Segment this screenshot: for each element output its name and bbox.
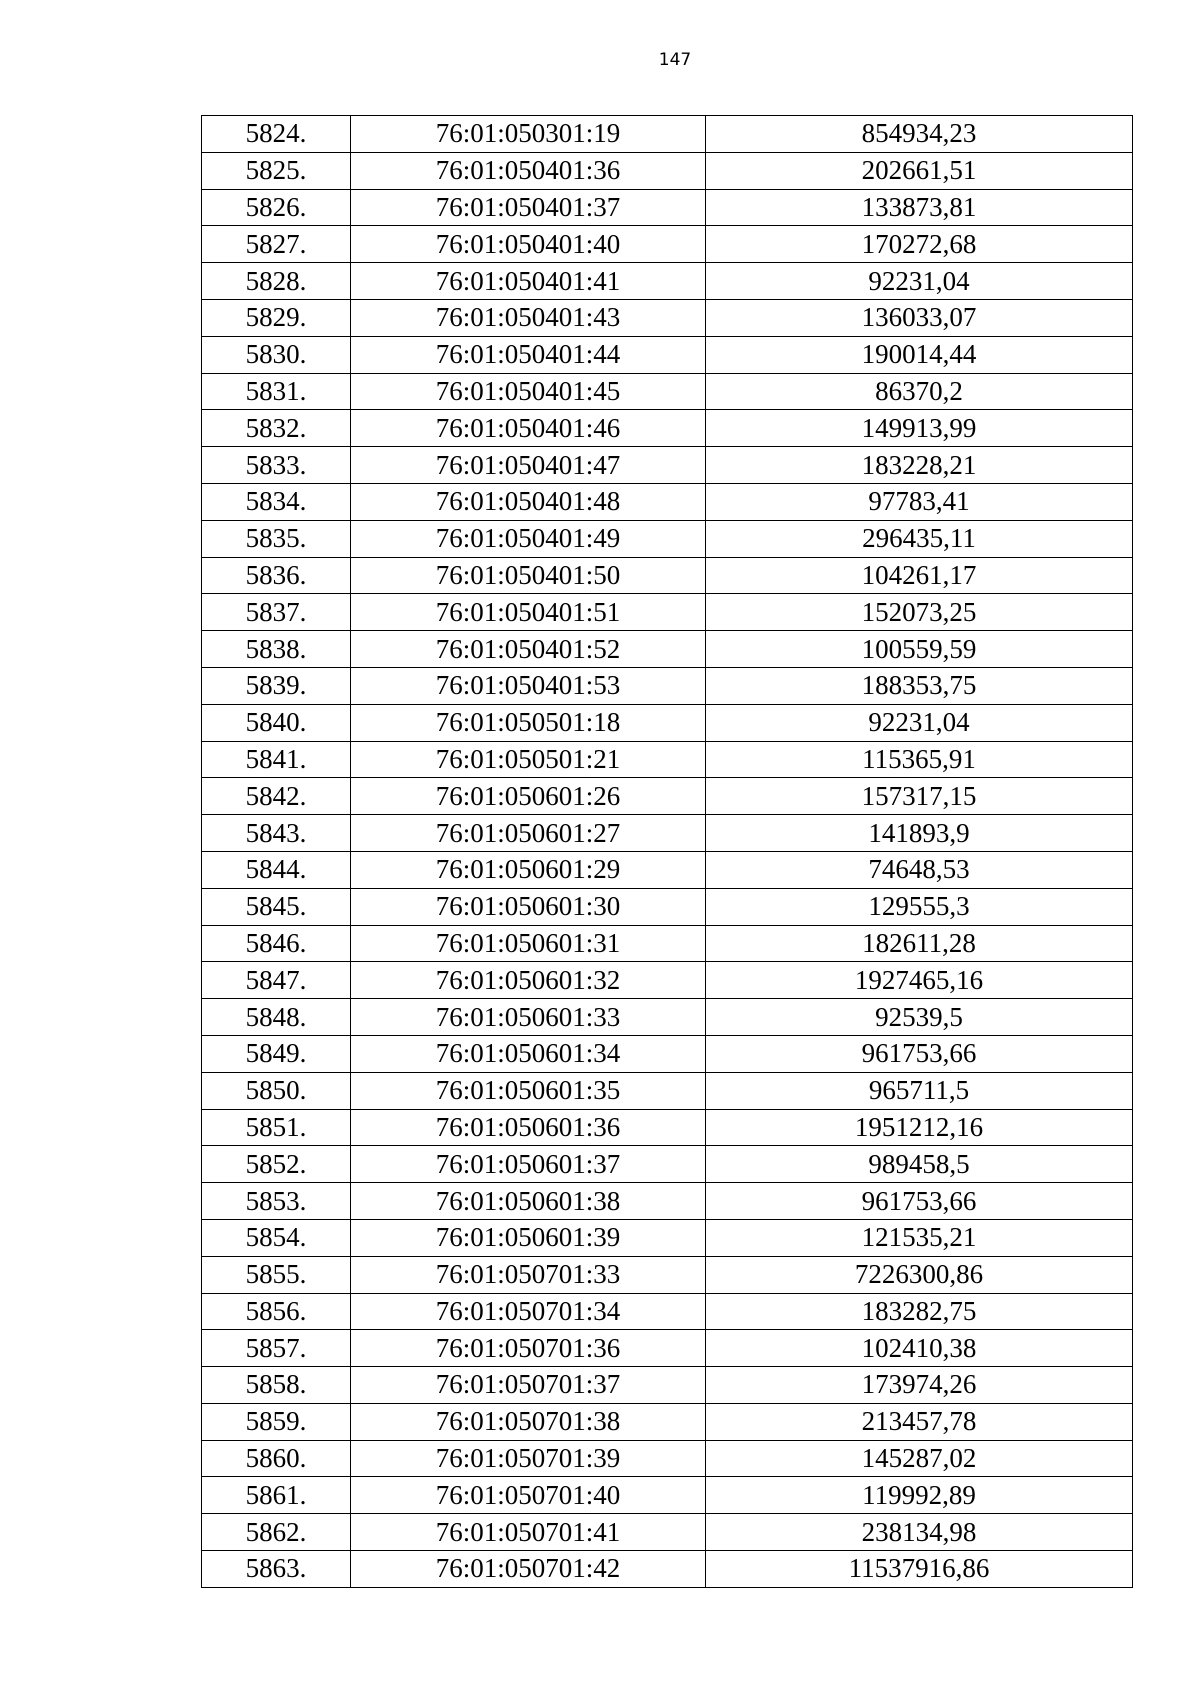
row-number-cell: 5849. — [202, 1035, 351, 1072]
cadastral-number-cell: 76:01:050601:33 — [351, 999, 706, 1036]
table-row — [202, 1183, 1133, 1220]
row-number-cell: 5841. — [202, 741, 351, 778]
table-row — [202, 189, 1133, 226]
cadastral-number-cell: 76:01:050401:52 — [351, 631, 706, 668]
cadastral-number-cell: 76:01:050401:49 — [351, 520, 706, 557]
table-row — [202, 263, 1133, 300]
cadastral-value-cell: 965711,5 — [706, 1072, 1133, 1109]
cadastral-value-cell: 100559,59 — [706, 631, 1133, 668]
table-row — [202, 116, 1133, 153]
cadastral-number-cell: 76:01:050701:36 — [351, 1330, 706, 1367]
cadastral-value-cell: 182611,28 — [706, 925, 1133, 962]
cadastral-value-cell: 1951212,16 — [706, 1109, 1133, 1146]
cadastral-number-cell: 76:01:050401:44 — [351, 336, 706, 373]
cadastral-value-cell: 121535,21 — [706, 1219, 1133, 1256]
row-number-cell: 5848. — [202, 999, 351, 1036]
cadastral-number-cell: 76:01:050501:18 — [351, 704, 706, 741]
cadastral-value-cell: 296435,11 — [706, 520, 1133, 557]
cadastral-value-table — [201, 115, 1133, 1588]
cadastral-value-cell: 92539,5 — [706, 999, 1133, 1036]
cadastral-value-cell: 190014,44 — [706, 336, 1133, 373]
table-row — [202, 447, 1133, 484]
table-row — [202, 1551, 1133, 1588]
cadastral-number-cell: 76:01:050701:42 — [351, 1551, 706, 1588]
cadastral-number-cell: 76:01:050701:37 — [351, 1367, 706, 1404]
cadastral-value-cell: 961753,66 — [706, 1183, 1133, 1220]
row-number-cell: 5835. — [202, 520, 351, 557]
cadastral-number-cell: 76:01:050701:34 — [351, 1293, 706, 1330]
cadastral-value-cell: 11537916,86 — [706, 1551, 1133, 1588]
table-row — [202, 1477, 1133, 1514]
table-row — [202, 1514, 1133, 1551]
table-row — [202, 631, 1133, 668]
row-number-cell: 5828. — [202, 263, 351, 300]
cadastral-number-cell: 76:01:050601:39 — [351, 1219, 706, 1256]
cadastral-value-cell: 92231,04 — [706, 263, 1133, 300]
cadastral-value-cell: 92231,04 — [706, 704, 1133, 741]
cadastral-number-cell: 76:01:050401:53 — [351, 667, 706, 704]
row-number-cell: 5844. — [202, 851, 351, 888]
row-number-cell: 5855. — [202, 1256, 351, 1293]
cadastral-value-cell: 173974,26 — [706, 1367, 1133, 1404]
cadastral-value-cell: 133873,81 — [706, 189, 1133, 226]
table-row — [202, 520, 1133, 557]
cadastral-number-cell: 76:01:050601:37 — [351, 1146, 706, 1183]
table-row — [202, 336, 1133, 373]
cadastral-number-cell: 76:01:050401:43 — [351, 299, 706, 336]
row-number-cell: 5836. — [202, 557, 351, 594]
row-number-cell: 5827. — [202, 226, 351, 263]
row-number-cell: 5837. — [202, 594, 351, 631]
row-number-cell: 5858. — [202, 1367, 351, 1404]
row-number-cell: 5856. — [202, 1293, 351, 1330]
table-row — [202, 815, 1133, 852]
cadastral-value-cell: 989458,5 — [706, 1146, 1133, 1183]
cadastral-number-cell: 76:01:050401:41 — [351, 263, 706, 300]
table-row — [202, 1146, 1133, 1183]
cadastral-number-cell: 76:01:050401:48 — [351, 483, 706, 520]
cadastral-value-cell: 183282,75 — [706, 1293, 1133, 1330]
cadastral-value-cell: 102410,38 — [706, 1330, 1133, 1367]
row-number-cell: 5854. — [202, 1219, 351, 1256]
table-row — [202, 1403, 1133, 1440]
cadastral-value-cell: 1927465,16 — [706, 962, 1133, 999]
cadastral-value-cell: 74648,53 — [706, 851, 1133, 888]
cadastral-number-cell: 76:01:050701:41 — [351, 1514, 706, 1551]
table-row — [202, 888, 1133, 925]
cadastral-number-cell: 76:01:050601:30 — [351, 888, 706, 925]
table-row — [202, 999, 1133, 1036]
cadastral-value-cell: 183228,21 — [706, 447, 1133, 484]
table-row — [202, 704, 1133, 741]
row-number-cell: 5850. — [202, 1072, 351, 1109]
cadastral-value-cell: 104261,17 — [706, 557, 1133, 594]
table-row — [202, 1109, 1133, 1146]
cadastral-number-cell: 76:01:050701:39 — [351, 1440, 706, 1477]
table-row — [202, 299, 1133, 336]
table-body — [202, 116, 1133, 1588]
row-number-cell: 5853. — [202, 1183, 351, 1220]
cadastral-value-cell: 7226300,86 — [706, 1256, 1133, 1293]
row-number-cell: 5824. — [202, 116, 351, 153]
row-number-cell: 5845. — [202, 888, 351, 925]
row-number-cell: 5831. — [202, 373, 351, 410]
cadastral-value-cell: 115365,91 — [706, 741, 1133, 778]
table-row — [202, 1293, 1133, 1330]
table-row — [202, 1367, 1133, 1404]
table-row — [202, 1035, 1133, 1072]
table-row — [202, 741, 1133, 778]
table-row — [202, 373, 1133, 410]
cadastral-value-cell: 145287,02 — [706, 1440, 1133, 1477]
row-number-cell: 5839. — [202, 667, 351, 704]
cadastral-value-cell: 170272,68 — [706, 226, 1133, 263]
row-number-cell: 5840. — [202, 704, 351, 741]
cadastral-number-cell: 76:01:050601:35 — [351, 1072, 706, 1109]
table-row — [202, 667, 1133, 704]
cadastral-number-cell: 76:01:050701:40 — [351, 1477, 706, 1514]
cadastral-value-cell: 136033,07 — [706, 299, 1133, 336]
row-number-cell: 5843. — [202, 815, 351, 852]
table-row — [202, 962, 1133, 999]
cadastral-number-cell: 76:01:050401:36 — [351, 152, 706, 189]
table-row — [202, 483, 1133, 520]
cadastral-number-cell: 76:01:050601:26 — [351, 778, 706, 815]
table-row — [202, 851, 1133, 888]
cadastral-value-cell: 854934,23 — [706, 116, 1133, 153]
cadastral-value-cell: 141893,9 — [706, 815, 1133, 852]
row-number-cell: 5832. — [202, 410, 351, 447]
cadastral-number-cell: 76:01:050601:29 — [351, 851, 706, 888]
cadastral-value-cell: 238134,98 — [706, 1514, 1133, 1551]
cadastral-value-cell: 97783,41 — [706, 483, 1133, 520]
cadastral-number-cell: 76:01:050601:27 — [351, 815, 706, 852]
row-number-cell: 5862. — [202, 1514, 351, 1551]
table-row — [202, 1219, 1133, 1256]
cadastral-number-cell: 76:01:050401:45 — [351, 373, 706, 410]
row-number-cell: 5859. — [202, 1403, 351, 1440]
cadastral-number-cell: 76:01:050401:40 — [351, 226, 706, 263]
table-row — [202, 1072, 1133, 1109]
cadastral-number-cell: 76:01:050601:32 — [351, 962, 706, 999]
table-row — [202, 557, 1133, 594]
row-number-cell: 5830. — [202, 336, 351, 373]
cadastral-number-cell: 76:01:050401:37 — [351, 189, 706, 226]
cadastral-value-cell: 129555,3 — [706, 888, 1133, 925]
row-number-cell: 5833. — [202, 447, 351, 484]
row-number-cell: 5829. — [202, 299, 351, 336]
cadastral-value-cell: 152073,25 — [706, 594, 1133, 631]
cadastral-value-cell: 188353,75 — [706, 667, 1133, 704]
cadastral-number-cell: 76:01:050701:33 — [351, 1256, 706, 1293]
table-row — [202, 1330, 1133, 1367]
row-number-cell: 5834. — [202, 483, 351, 520]
cadastral-value-cell: 86370,2 — [706, 373, 1133, 410]
cadastral-value-cell: 157317,15 — [706, 778, 1133, 815]
row-number-cell: 5838. — [202, 631, 351, 668]
row-number-cell: 5852. — [202, 1146, 351, 1183]
table-row — [202, 925, 1133, 962]
page-number: 147 — [658, 50, 692, 70]
cadastral-number-cell: 76:01:050701:38 — [351, 1403, 706, 1440]
row-number-cell: 5842. — [202, 778, 351, 815]
row-number-cell: 5863. — [202, 1551, 351, 1588]
row-number-cell: 5851. — [202, 1109, 351, 1146]
row-number-cell: 5861. — [202, 1477, 351, 1514]
cadastral-number-cell: 76:01:050601:38 — [351, 1183, 706, 1220]
table-row — [202, 1256, 1133, 1293]
row-number-cell: 5846. — [202, 925, 351, 962]
cadastral-number-cell: 76:01:050401:50 — [351, 557, 706, 594]
cadastral-number-cell: 76:01:050401:51 — [351, 594, 706, 631]
table-row — [202, 226, 1133, 263]
table-row — [202, 594, 1133, 631]
cadastral-value-cell: 149913,99 — [706, 410, 1133, 447]
cadastral-number-cell: 76:01:050601:36 — [351, 1109, 706, 1146]
table-row — [202, 1440, 1133, 1477]
row-number-cell: 5860. — [202, 1440, 351, 1477]
cadastral-value-cell: 202661,51 — [706, 152, 1133, 189]
row-number-cell: 5847. — [202, 962, 351, 999]
table-row — [202, 778, 1133, 815]
cadastral-value-cell: 213457,78 — [706, 1403, 1133, 1440]
cadastral-number-cell: 76:01:050401:46 — [351, 410, 706, 447]
cadastral-value-cell: 119992,89 — [706, 1477, 1133, 1514]
cadastral-number-cell: 76:01:050501:21 — [351, 741, 706, 778]
cadastral-number-cell: 76:01:050601:31 — [351, 925, 706, 962]
cadastral-value-cell: 961753,66 — [706, 1035, 1133, 1072]
cadastral-number-cell: 76:01:050601:34 — [351, 1035, 706, 1072]
row-number-cell: 5825. — [202, 152, 351, 189]
row-number-cell: 5857. — [202, 1330, 351, 1367]
table-row — [202, 152, 1133, 189]
table-row — [202, 410, 1133, 447]
cadastral-number-cell: 76:01:050301:19 — [351, 116, 706, 153]
cadastral-number-cell: 76:01:050401:47 — [351, 447, 706, 484]
row-number-cell: 5826. — [202, 189, 351, 226]
